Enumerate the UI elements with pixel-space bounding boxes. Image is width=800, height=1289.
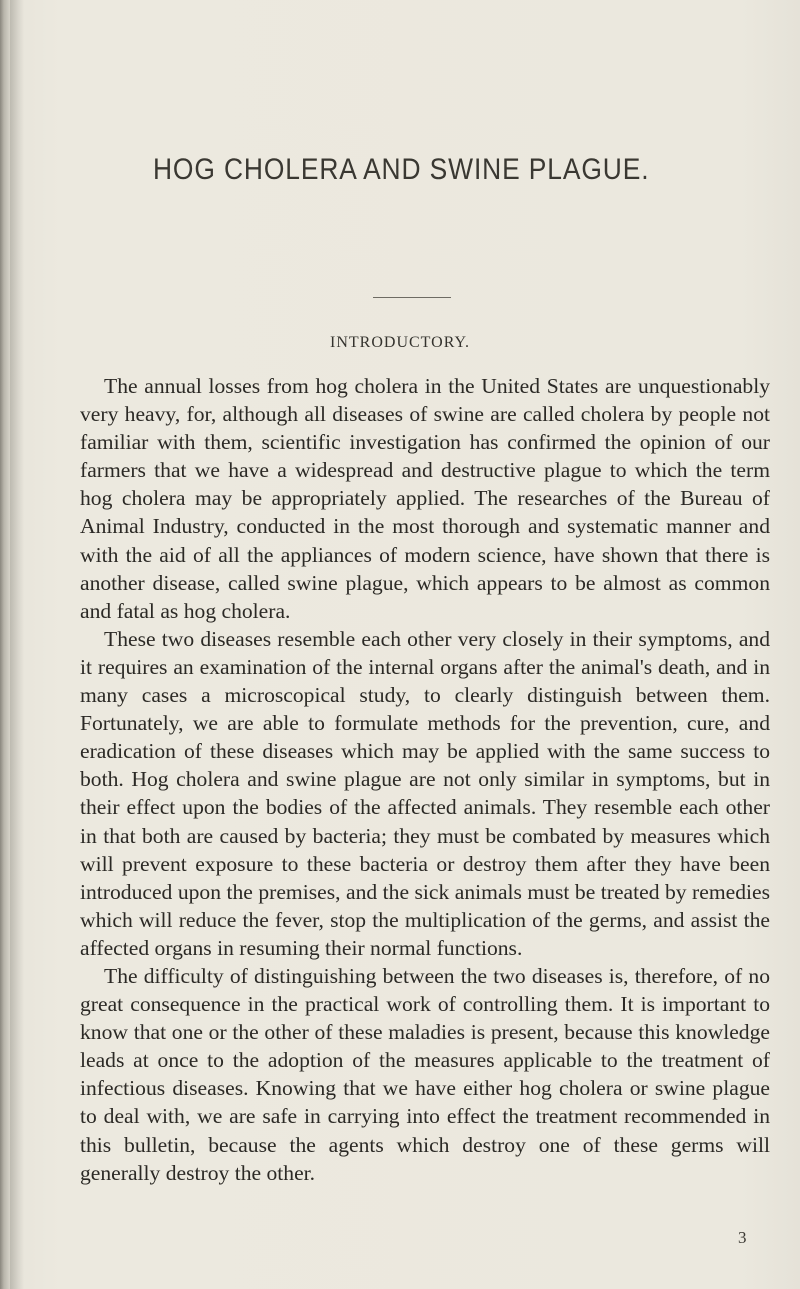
book-spine-edge (0, 0, 10, 1289)
section-heading: INTRODUCTORY. (330, 334, 470, 351)
page-number: 3 (738, 1228, 747, 1247)
title-rule-divider (373, 297, 451, 298)
page-title: HOG CHOLERA AND SWINE PLAGUE. (152, 153, 650, 186)
paragraph-2: These two diseases resemble each other very closely in their symptoms, and it requires an examination of the internal organs after the animal's death, and in many cases a microscopical study, to clearly distinguish between them. Fortunately, we are able to formulate methods for the prevention, cure, and eradication of these diseases which may be applied with the same success to both. Hog cholera and swine plague are not only similar in symptoms, but in their effect upon the bodies of the affected animals. They resemble each other in that both are caused by bacteria; they must be combated by measures which will prevent exposure to these bacteria or destroy them after they have been introduced upon the premises, and the sick animals must be treated by remedies which will reduce the fever, stop the multiplication of the germs, and assist the affected organs in resuming their normal functions. (80, 626, 770, 960)
paragraph-1: The annual losses from hog cholera in the United States are unquestionably very heavy, for, although all diseases of swine are called cholera by people not familiar with them, scientific investigation has confirmed the opinion of our farmers that we have a widespread and destructive plague to which the term hog cholera may be appropriately applied. The researches of the Bureau of Animal Industry, conducted in the most thorough and systematic manner and with the aid of all the appliances of modern science, have shown that there is another disease, called swine plague, which appears to be almost as common and fatal as hog cholera. (80, 374, 770, 623)
paragraph-3: The difficulty of distinguishing between the two diseases is, therefore, of no great consequence in the practical work of controlling them. It is important to know that one or the other of these maladies is present, because this knowledge leads at once to the adoption of the measures applicable to the treatment of infectious diseases. Knowing that we have either hog cholera or swine plague to deal with, we are safe in carrying into effect the treatment recommended in this bulletin, because the agents which destroy one of these germs will generally destroy the other. (80, 963, 770, 1185)
body-text (80, 372, 770, 1187)
binding-shadow (10, 0, 24, 1289)
